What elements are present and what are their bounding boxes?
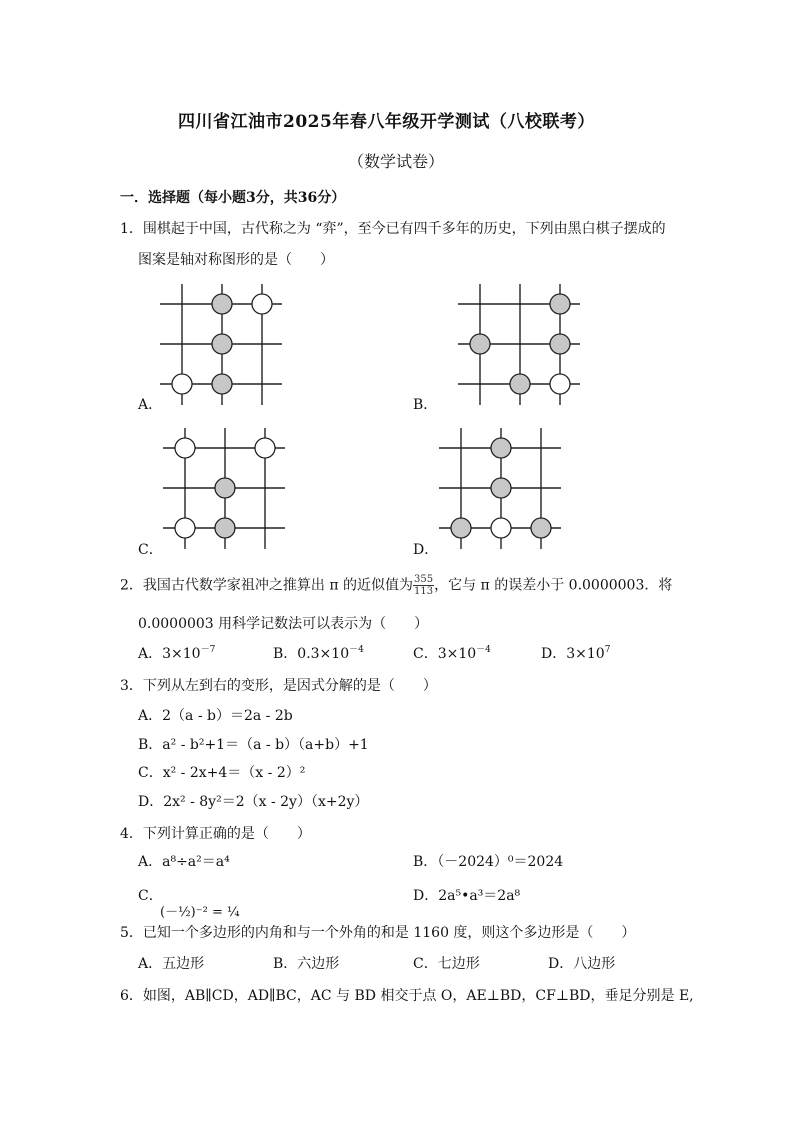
q1-figure-a	[160, 284, 285, 409]
q4-stem: 4．下列计算正确的是（ ）	[120, 826, 311, 842]
q1-figure-b	[458, 284, 583, 409]
q4-option-b: B．（－2024）⁰＝2024	[413, 854, 564, 870]
q2-line2: 0.0000003 用科学记数法可以表示为（ ）	[138, 616, 429, 632]
fraction-numerator: 355	[414, 574, 434, 585]
q2-option-d-exp: 7	[604, 645, 611, 655]
q2-option-b-base: B．0.3×10	[273, 646, 350, 662]
fraction-denominator: 113	[414, 586, 434, 597]
q2-option-c	[413, 643, 491, 663]
q2-option-a	[138, 643, 215, 663]
q1-label-a: A．	[138, 397, 163, 413]
q2-line1	[120, 574, 672, 597]
q3-option-a: A．2（a - b）＝2a - 2b	[138, 708, 293, 724]
q1-label-b: B．	[413, 397, 438, 413]
q2-line1-pre: 2．我国古代数学家祖冲之推算出 π 的近似值为	[120, 577, 414, 594]
q4-option-c-expr: (－½)⁻² = ¼	[160, 905, 240, 920]
q1-stem-line1: 1．围棋起于中国，古代称之为 “弈”，至今已有四千多年的历史，下列由黑白棋子摆成的	[120, 221, 666, 237]
q5-option-b: B．六边形	[273, 956, 340, 972]
q5-option-c: C．七边形	[413, 956, 480, 972]
q2-option-d	[541, 643, 610, 663]
q4-option-c-label: C．	[138, 888, 163, 904]
q1-label-d: D．	[413, 542, 439, 558]
q2-option-b	[273, 643, 364, 663]
q6-stem: 6．如图，AB∥CD，AD∥BC，AC 与 BD 相交于点 O，AE⊥BD，CF⊥BD，垂足分别是 E,	[120, 988, 694, 1004]
q2-option-b-exp: －4	[349, 645, 364, 655]
exam-title: 四川省江油市2025年春八年级开学测试（八校联考）	[178, 112, 595, 132]
q2-option-a-exp: －7	[200, 645, 216, 655]
q5-option-a: A．五边形	[138, 956, 205, 972]
exam-subtitle: （数学试卷）	[348, 152, 445, 171]
q2-line1-post: ，它与 π 的误差小于 0.0000003．将	[434, 577, 673, 594]
q5-option-d: D．八边形	[548, 956, 616, 972]
q1-label-c: C．	[138, 542, 163, 558]
q2-option-d-base: D．3×10	[541, 646, 605, 662]
q4-option-a: A．a⁸÷a²＝a⁴	[138, 854, 230, 870]
q2-option-c-exp: －4	[476, 645, 491, 655]
section-heading: 一．选择题（每小题3分，共36分）	[120, 190, 346, 206]
pi-fraction	[413, 574, 434, 597]
q2-option-c-base: C．3×10	[413, 646, 477, 662]
q4-option-d: D．2a⁵•a³＝2a⁸	[413, 888, 521, 904]
q1-stem-line2: 图案是轴对称图形的是（ ）	[138, 252, 334, 268]
q1-figure-d	[439, 428, 564, 553]
q3-option-d: D．2x² - 8y²＝2（x - 2y）（x+2y）	[138, 794, 369, 810]
q1-figure-c	[163, 428, 288, 553]
q3-option-b: B．a² - b²+1＝（a - b）（a+b）+1	[138, 737, 369, 753]
q3-option-c: C．x² - 2x+4＝（x - 2）²	[138, 765, 306, 781]
q2-option-a-base: A．3×10	[138, 646, 201, 662]
q5-stem: 5．已知一个多边形的内角和与一个外角的和是 1160 度，则这个多边形是（ ）	[120, 925, 636, 941]
q3-stem: 3．下列从左到右的变形，是因式分解的是（ ）	[120, 678, 437, 694]
